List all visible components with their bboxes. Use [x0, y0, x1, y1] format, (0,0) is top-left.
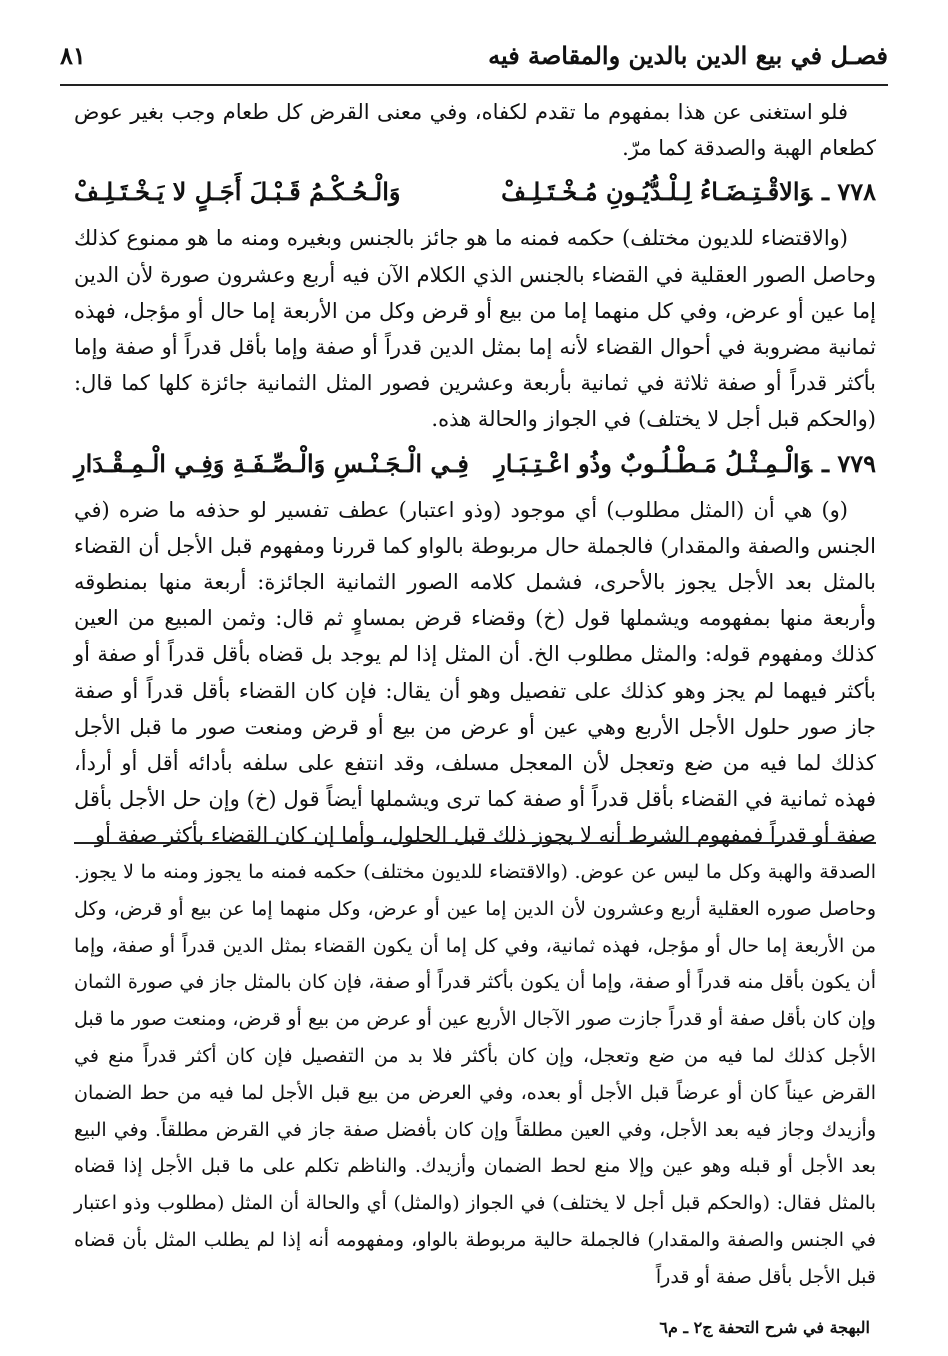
running-header	[60, 30, 888, 80]
verse-778-number: ٧٧٨ ـ	[821, 177, 876, 207]
footnote-text: الصدقة والهبة وكل ما ليس عن عوض. (والاقتضاء للديون مختلف) حكمه فمنه ما يجوز ومنه ما لا يجوز. وحاصل صوره العقلية أربع وعشرون لأن الدين إما عين أو عرض، وكل منهما إما عن بيع أو قرض، وكل من الأربعة إما حال أو مؤجل، فهذه ثمانية، وفي كل إما أن يكون القضاء بمثل الدين قدراً أو صفة، وإما أن يكون بأقل منه قدراً أو صفة، وإما أن يكون بأكثر قدراً أو صفة، فإن كان بالمثل جاز في صورة الثمان وإن كان بأقل صفة أو قدراً جازت صور الآجال الأربع عين أو عرض من بيع أو قرض، ومنعت صور ما قبل الأجل كذلك لما فيه من ضع وتعجل، وإن كان بأكثر فلا بد من التفصيل فإن كان أكثر قدراً منع في القرض عيناً كان أو عرضاً قبل الأجل أو بعده، وفي العرض من بيع قبل الأجل لما فيه من حط الضمان وأزيدك وجاز فيه بعد الأجل، وفي العين مطلقاً وإن كان بأفضل صفة جاز في القرض مطلقاً. وفي البيع بعد الأجل أو قبله وهو عين وإلا منع لحط الضمان وأزيدك. والناظم تكلم على ما قبل الأجل إذا قضاه بالمثل فقال: (والحكم قبل أجل لا يختلف) في الجواز (والمثل) أي والحالة أن المثل (مطلوب وذو اعتبار في الجنس والصفة والمقدار) فالجملة حالية مربوطة بالواو، ومفهومه أنه إذا لم يطلب المثل بأن قضاه قبل الأجل بأقل صفة أو قدراً	[74, 861, 876, 1288]
header-divider	[60, 84, 888, 86]
footnotes	[74, 854, 876, 1296]
verse-778-first-hemistich: ٧٧٨ ـوَالاقْـتِـضَـاءُ لِـلْـدُّيُـونِ مُـخْـتَـلِـفْ	[501, 177, 876, 207]
running-title: فصـل في بيع الدين بالدين والمقاصة فيه	[488, 40, 888, 70]
page-number: ٨١	[60, 40, 86, 70]
verse-779-first-hemistich: ٧٧٩ ـوَالْـمِـثْـلُ مَـطْـلُـوبٌ وذُو اعْـتِـبَـارِ	[494, 448, 876, 478]
main-text	[74, 94, 876, 854]
paragraph-intro: فلو استغنى عن هذا بمفهوم ما تقدم لكفاه، وفي معنى القرض كل طعام وجب بغير عوض كطعام الهبة والصدقة كما مرّ.	[74, 100, 876, 161]
verse-779-number: ٧٧٩ ـ	[821, 448, 876, 478]
verse-778-second-hemistich: وَالْـحُـكْـمُ قَـبْـلَ أَجَـلٍ لا يَـخْـتَـلِـفْ	[74, 177, 401, 207]
verse-778	[74, 168, 876, 216]
paragraph-commentary-778: (والاقتضاء للديون مختلف) حكمه فمنه ما هو جائز بالجنس وبغيره ومنه ما هو ممنوع كذلك وحاصل الصور العقلية في القضاء بالجنس الذي الكلام الآن فيه أربع وعشرون صورة لأن الدين إما عين أو عرض، وفي كل منهما إما من بيع أو قرض وكل من الأربعة إما حال أو مؤجل، فهذه ثمانية مضروبة في أحوال القضاء لأنه إما بمثل الدين قدراً أو صفة وإما بأقل قدراً أو صفة وإما بأكثر قدراً أو صفة ثلاثة في ثمانية بأربعة وعشرين فصور المثل الثمانية جائزة كلها كما قال: (والحكم قبل أجل لا يختلف) في الجواز والحالة هذه.	[74, 226, 876, 432]
page-footer: البهجة في شرح التحفة ج٢ ـ م٦	[659, 1318, 870, 1337]
footnote-divider	[74, 842, 876, 844]
verse-779	[74, 440, 876, 488]
verse-779-second-hemistich: فِـي الْـجَـنْـسِ وَالْـصِّـفَـةِ وَفِـي الْـمِـقْـدَارِ	[74, 448, 469, 478]
paragraph-commentary-779: (و) هي أن (المثل مطلوب) أي موجود (وذو اعتبار) عطف تفسير لو حذفه ما ضره (في الجنس والصفة والمقدار) فالجملة حال مربوطة بالواو كما قررنا ومفهوم قبل الأجل أن القضاء بالمثل بعد الأجل يجوز بالأحرى، فشمل كلامه الصور الثمانية الجائزة: أربعة منها بمنطوقه وأربعة منها بمفهومه ويشملها قول (خ) وقضاء قرض بمساوٍ ثم قال: وثمن المبيع من العين كذلك ومفهوم قوله: والمثل مطلوب الخ. أن المثل إذا لم يوجد بل قضاه بأقل قدراً أو صفة أو بأكثر فيهما لم يجز وهو كذلك على تفصيل وهو أن يقال: فإن كان القضاء بأقل قدراً أو صفة جاز صور حلول الأجل الأربع وهي عين أو عرض من بيع أو قرض ومنعت صور ما قبل الأجل كذلك لما فيه من ضع وتعجل لأن المعجل مسلف، وقد انتفع على سلفه بأدائه أقل أو أردأ، فهذه ثمانية في القضاء بأقل قدراً أو صفة كما ترى ويشملها أيضاً قول (خ) وإن حل الأجل بأقل صفة أو قدراً فمفهوم الشرط أنه لا يجوز ذلك قبل الحلول، وأما إن كان القضاء بأكثر صفة أو	[74, 497, 876, 848]
